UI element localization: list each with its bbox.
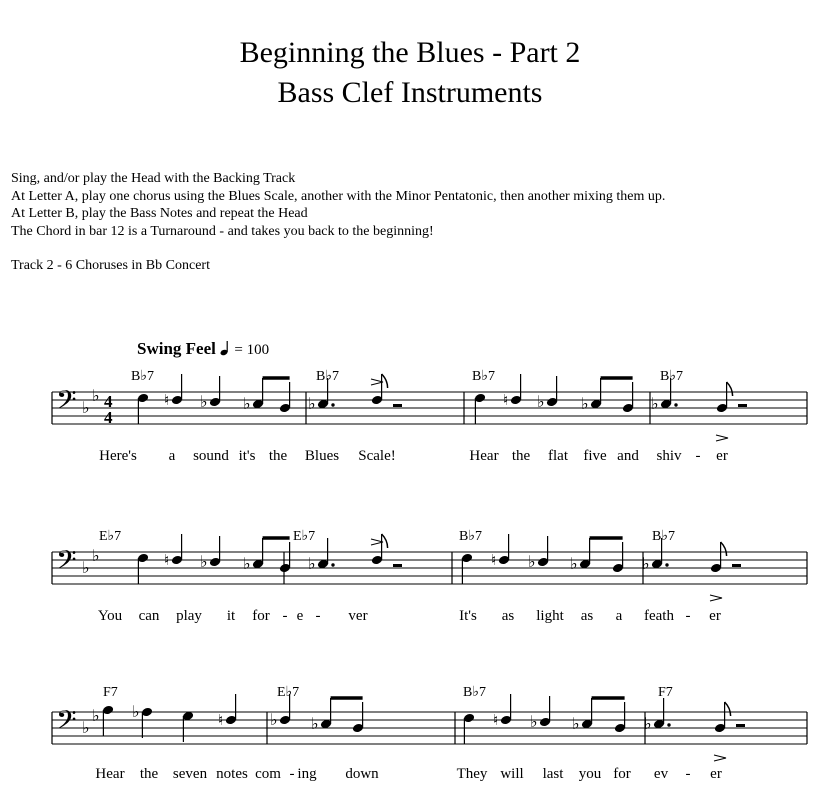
flat-accidental: ♭ <box>200 552 208 571</box>
flat-accidental: ♭ <box>530 712 538 731</box>
lyric-syllable: it's <box>238 448 256 464</box>
chord-symbol: B♭7 <box>463 685 486 700</box>
lyric-syllable: ver <box>348 608 368 624</box>
half-rest <box>393 564 402 567</box>
chord-symbol: E♭7 <box>277 685 300 700</box>
flat-accidental: ♭ <box>651 394 659 413</box>
page-title: Beginning the Blues - Part 2 <box>239 36 581 69</box>
chord-symbol: B♭7 <box>316 369 339 384</box>
lyric-syllable: - <box>289 766 295 782</box>
flat-icon: ♭ <box>82 558 90 577</box>
instruction-line: At Letter A, play one chorus using the Blues Scale, another with the Minor Pentatonic, then another mixing them up. <box>11 188 666 204</box>
lyric-syllable: last <box>542 766 564 782</box>
instruction-line: The Chord in bar 12 is a Turnaround - and takes you back to the beginning! <box>11 223 434 239</box>
lyric-syllable: for <box>613 766 631 782</box>
chord-symbol: B♭7 <box>459 529 482 544</box>
lyric-syllable: notes <box>216 766 248 782</box>
staff-system <box>52 685 807 782</box>
bass-clef-icon: 𝄢 <box>56 384 77 422</box>
accent-icon <box>714 755 726 761</box>
lyric-syllable: - <box>315 608 321 624</box>
chord-symbol: E♭7 <box>99 529 122 544</box>
dot <box>331 403 334 406</box>
flat-accidental: ♭ <box>528 552 536 571</box>
page-subtitle: Bass Clef Instruments <box>277 76 543 109</box>
flat-icon: ♭ <box>92 706 100 725</box>
lyric-syllable: a <box>615 608 623 624</box>
dot <box>674 403 677 406</box>
flat-accidental: ♭ <box>311 714 319 733</box>
lyric-syllable: as <box>580 608 594 624</box>
note-flag <box>721 542 727 556</box>
lyric-syllable: com <box>255 766 281 782</box>
half-rest <box>736 724 745 727</box>
lyric-syllable: sound <box>193 448 229 464</box>
lyric-syllable: the <box>511 448 531 464</box>
lyric-syllable: seven <box>172 766 208 782</box>
lyric-syllable: ev <box>653 766 669 782</box>
dot <box>665 563 668 566</box>
time-signature-bottom: 4 <box>104 408 113 427</box>
flat-accidental: ♭ <box>308 554 316 573</box>
flat-accidental: ♭ <box>200 392 208 411</box>
instruction-line: At Letter B, play the Bass Notes and repeat the Head <box>11 206 308 221</box>
lyric-syllable: shiv <box>656 448 682 464</box>
dot <box>667 723 670 726</box>
lyric-syllable: Blues <box>304 448 340 464</box>
chord-symbol: B♭7 <box>472 369 495 384</box>
natural-accidental: ♮ <box>493 711 499 729</box>
flat-accidental: ♭ <box>570 554 578 573</box>
flat-icon: ♭ <box>92 386 100 405</box>
flat-accidental: ♭ <box>572 714 580 733</box>
flat-accidental: ♭ <box>537 392 545 411</box>
lyric-syllable: a <box>168 448 176 464</box>
flat-accidental: ♭ <box>308 394 316 413</box>
instruction-line: Sing, and/or play the Head with the Backing Track <box>11 171 296 186</box>
flat-icon: ♭ <box>82 398 90 417</box>
half-rest <box>393 404 402 407</box>
tempo-label: Swing Feel <box>137 339 216 358</box>
chord-symbol: F7 <box>658 685 673 700</box>
lyric-syllable: - <box>685 766 691 782</box>
lyric-syllable: They <box>456 766 488 782</box>
tempo-value: = 100 <box>234 342 270 358</box>
lyric-syllable: e <box>296 608 304 624</box>
chord-symbol: E♭7 <box>293 529 316 544</box>
flat-accidental: ♭ <box>270 710 278 729</box>
lyric-syllable: as <box>501 608 515 624</box>
lyric-syllable: Scale! <box>358 448 396 464</box>
lyric-syllable: for <box>252 608 270 624</box>
lyric-syllable: er <box>716 448 728 464</box>
chord-symbol: F7 <box>103 685 118 700</box>
bass-clef-icon: 𝄢 <box>56 704 77 742</box>
lyric-syllable: Here's <box>99 448 137 464</box>
natural-accidental: ♮ <box>164 551 170 569</box>
lyric-syllable: Hear <box>469 448 499 464</box>
lyric-syllable: five <box>583 448 607 464</box>
natural-accidental: ♮ <box>164 391 170 409</box>
chord-symbol: B♭7 <box>131 369 154 384</box>
half-rest <box>732 564 741 567</box>
lyric-syllable: the <box>268 448 288 464</box>
flat-accidental: ♭ <box>243 554 251 573</box>
lyric-syllable: it <box>226 608 236 624</box>
lyric-syllable: - <box>695 448 701 464</box>
chord-symbol: B♭7 <box>660 369 683 384</box>
natural-accidental: ♮ <box>503 391 509 409</box>
accent-icon <box>710 595 722 601</box>
lyric-syllable: - <box>685 608 691 624</box>
lyric-syllable: flat <box>548 448 568 464</box>
lyric-syllable: You <box>97 608 123 624</box>
lyric-syllable: Hear <box>95 766 125 782</box>
natural-accidental: ♮ <box>218 711 224 729</box>
flat-accidental: ♭ <box>644 714 652 733</box>
lyric-syllable: can <box>138 608 160 624</box>
bass-clef-icon: 𝄢 <box>56 544 77 582</box>
note-flag <box>727 382 733 396</box>
staff-system <box>52 369 807 464</box>
note-flag <box>382 534 388 548</box>
time-signature-top: 4 <box>104 392 113 411</box>
half-rest <box>738 404 747 407</box>
chord-symbol: B♭7 <box>652 529 675 544</box>
lyric-syllable: er <box>709 608 721 624</box>
staff-system <box>52 529 807 624</box>
track-info: Track 2 - 6 Choruses in Bb Concert <box>11 258 210 273</box>
flat-icon: ♭ <box>92 546 100 565</box>
lyric-syllable: play <box>176 608 202 624</box>
flat-accidental: ♭ <box>581 394 589 413</box>
lyric-syllable: you <box>578 766 602 782</box>
lyric-syllable: feath <box>644 608 674 624</box>
note-flag <box>382 374 388 388</box>
dot <box>331 563 334 566</box>
lyric-syllable: and <box>617 448 639 464</box>
lyric-syllable: will <box>500 766 524 782</box>
lyric-syllable: er <box>710 766 722 782</box>
note-flag <box>725 702 731 716</box>
flat-accidental: ♭ <box>243 394 251 413</box>
lyric-syllable: down <box>345 766 379 782</box>
lyric-syllable: - <box>282 608 288 624</box>
flat-accidental: ♭ <box>132 702 140 721</box>
lyric-syllable: It's <box>459 608 477 624</box>
accent-icon <box>716 435 728 441</box>
lyric-syllable: ing <box>297 766 317 782</box>
lyric-syllable: the <box>139 766 159 782</box>
flat-icon: ♭ <box>82 718 90 737</box>
lyric-syllable: light <box>536 608 564 624</box>
natural-accidental: ♮ <box>491 551 497 569</box>
flat-accidental: ♭ <box>642 554 650 573</box>
